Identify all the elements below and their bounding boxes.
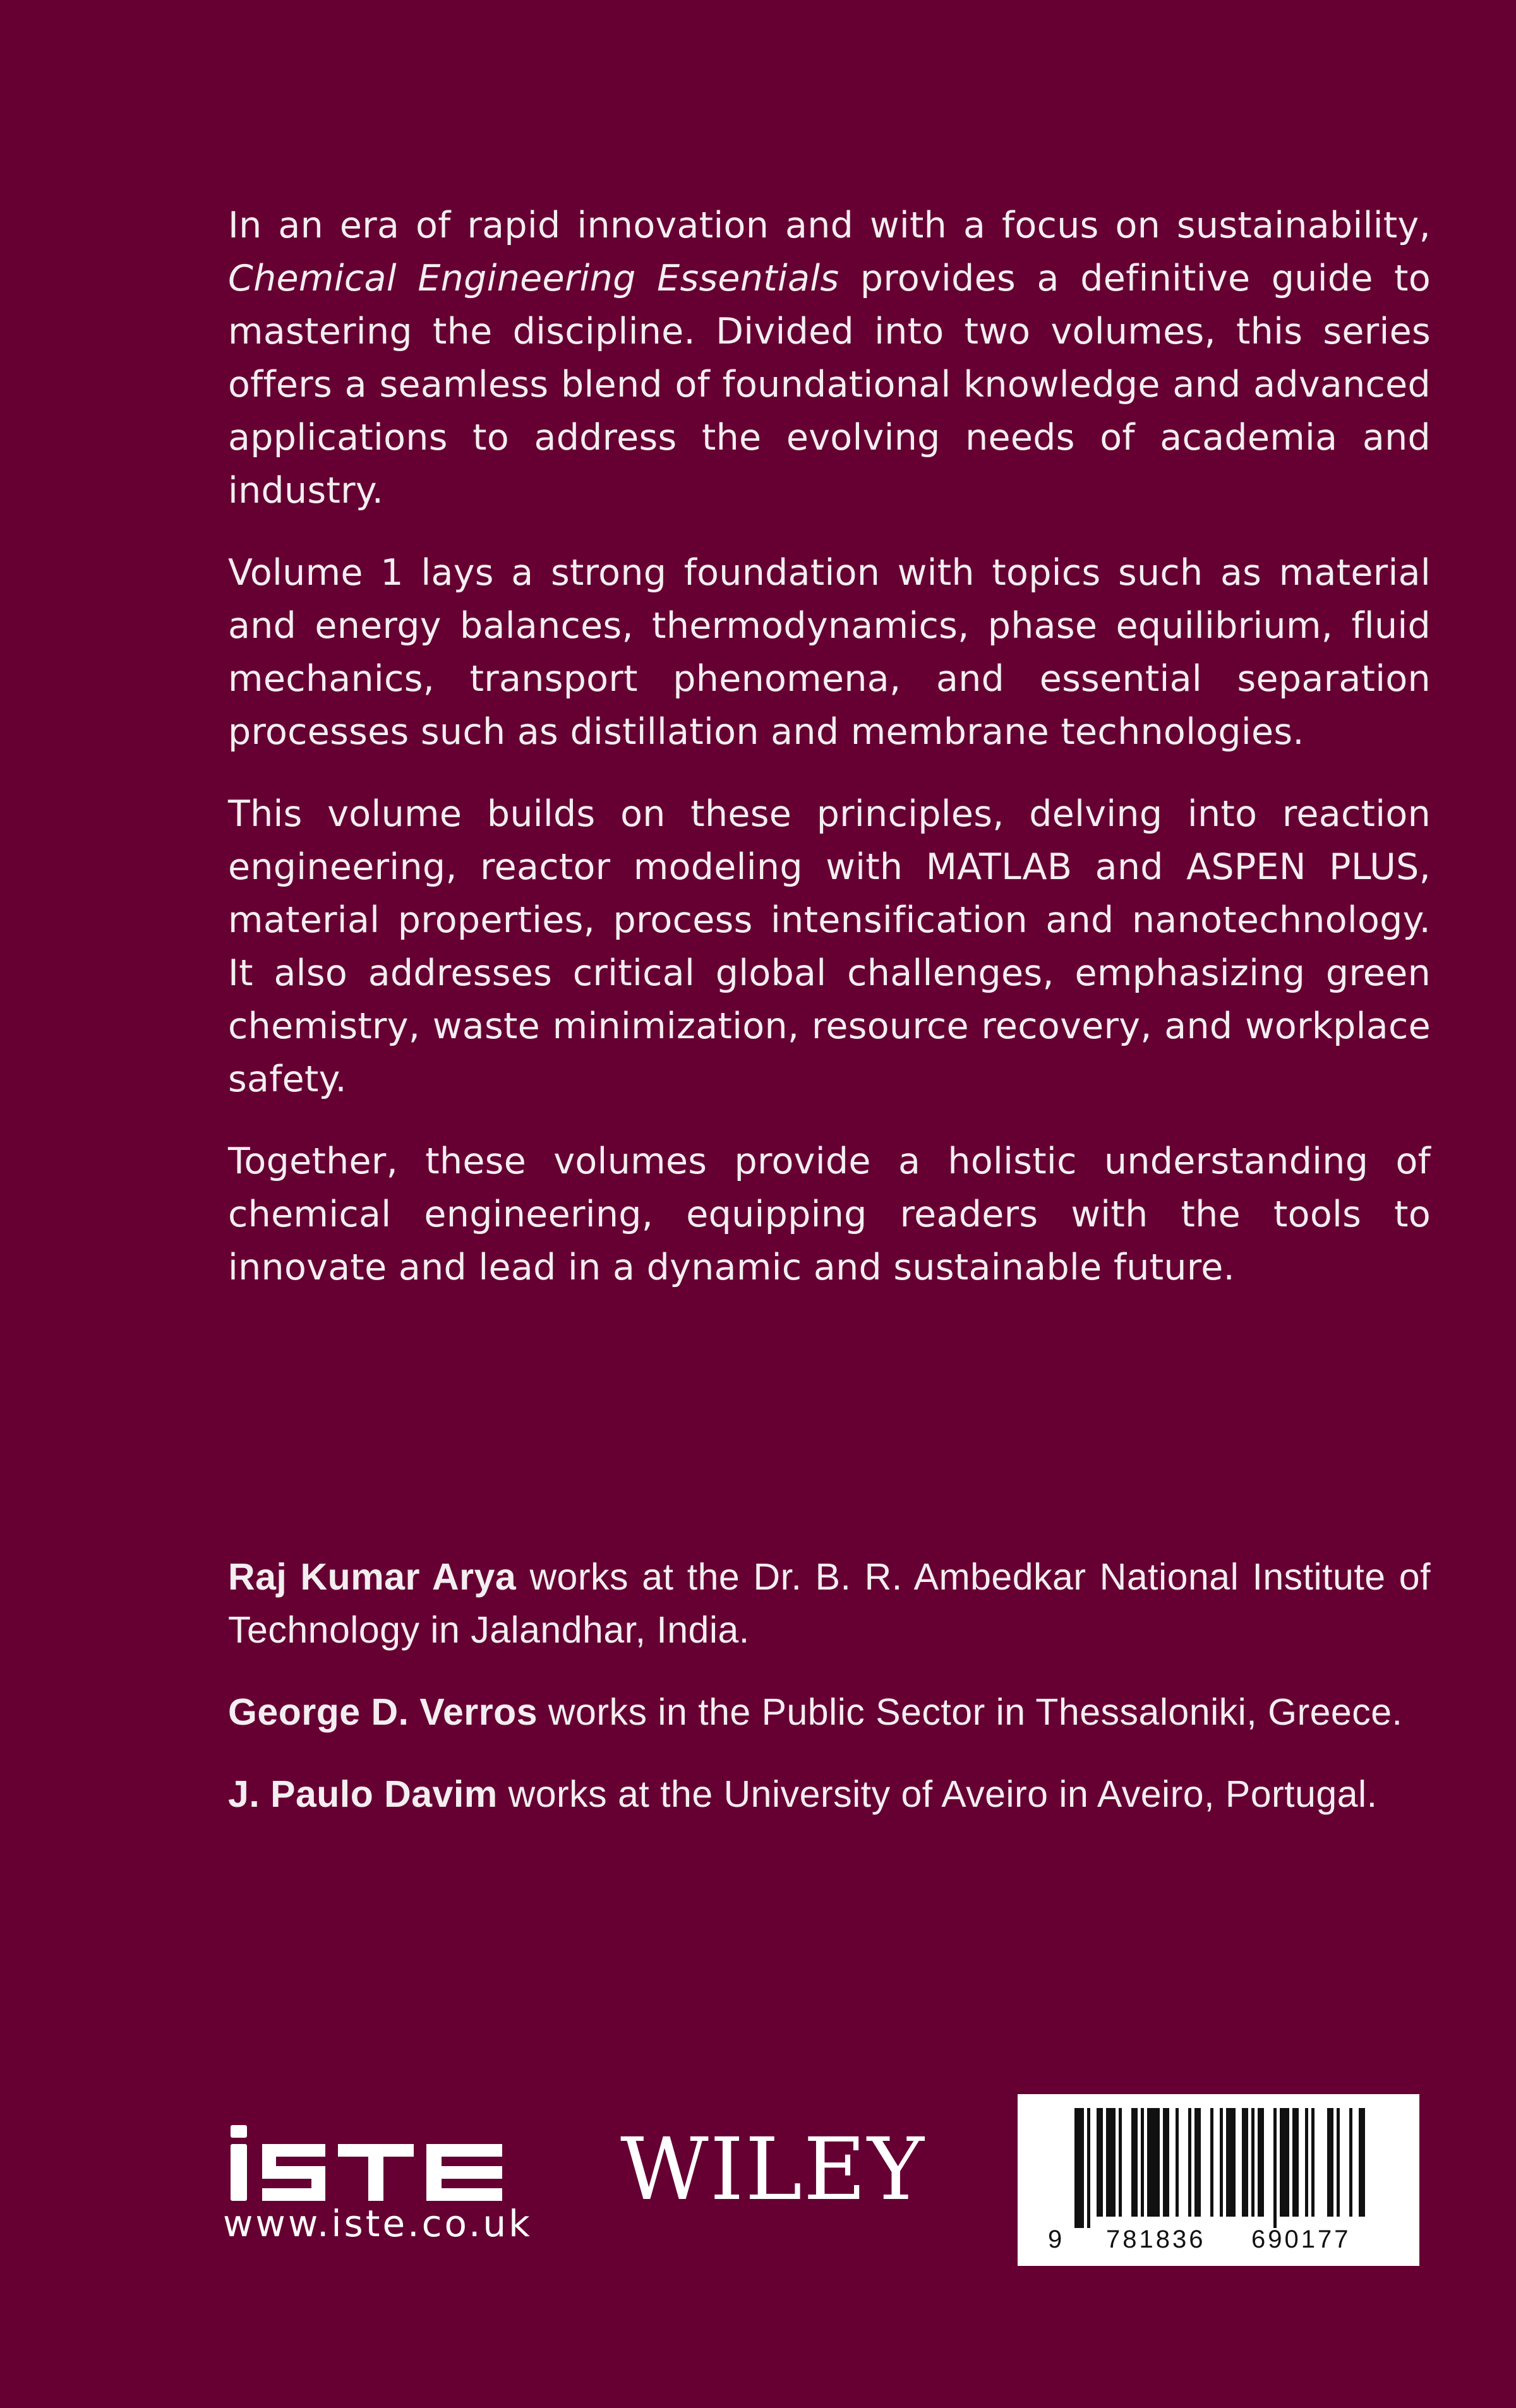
barcode-bar — [1087, 2108, 1090, 2228]
barcode-bar — [1337, 2108, 1340, 2217]
barcode-bar — [1210, 2108, 1213, 2217]
blurb — [228, 199, 1431, 1323]
book-series-title: Chemical Engineering Essentials — [228, 258, 839, 299]
barcode-bar — [1292, 2108, 1299, 2217]
barcode-bar — [1273, 2108, 1277, 2228]
barcode-bar — [1074, 2108, 1084, 2228]
blurb-paragraph-1 — [228, 199, 1431, 517]
blurb-p1-start: In an era of rapid innovation and with a focus on sustainability, — [228, 205, 1431, 246]
barcode-bar — [1242, 2108, 1248, 2217]
blurb-paragraph-3: This volume builds on these principles, delving into reaction engineering, reactor modeling with MATLAB and ASPEN PLUS, material properties, process intensification and nanotechnology. It also addresses critical global challenges, emphasizing green chemistry, waste minimization, resource recovery, and workplace safety. — [228, 793, 1431, 1100]
iste-logo — [231, 2125, 534, 2201]
author-bio-1 — [228, 1550, 1431, 1656]
author-bio-2 — [228, 1686, 1431, 1739]
barcode-bar — [1311, 2108, 1314, 2217]
barcode-bar — [1220, 2108, 1223, 2217]
author-bio-text: works at the University of Aveiro in Aveiro, Portugal. — [497, 1773, 1378, 1815]
barcode-bar — [1226, 2108, 1236, 2217]
barcode-bar — [1327, 2108, 1333, 2217]
barcode-bar — [1106, 2108, 1116, 2217]
barcode-bar — [1131, 2108, 1138, 2217]
author-bios — [228, 1550, 1431, 1850]
iste-logo-mark — [231, 2125, 534, 2201]
blurb-paragraph-4: Together, these volumes provide a holistic understanding of chemical engineering, equipping readers with the tools to innovate and lead in a dynamic and sustainable future. — [228, 1141, 1431, 1288]
author-bio-3 — [228, 1768, 1431, 1821]
barcode-bar — [1163, 2108, 1169, 2217]
author-bio-text: works at the Dr. B. R. Ambedkar National Institute of Technology in Jalandhar, India. — [228, 1556, 1431, 1651]
barcode-bar — [1188, 2108, 1191, 2217]
barcode-bars — [1018, 2094, 1419, 2266]
barcode-bar — [1251, 2108, 1254, 2217]
barcode-bar — [1119, 2108, 1122, 2217]
barcode-digits-left: 781836 — [1106, 2225, 1206, 2253]
barcode-bar — [1349, 2108, 1352, 2217]
barcode-bar — [1280, 2108, 1289, 2217]
barcode-bar — [1141, 2108, 1144, 2217]
barcode-bar — [1097, 2108, 1103, 2217]
barcode-bar — [1194, 2108, 1201, 2217]
barcode-bar — [1359, 2108, 1365, 2217]
blurb-paragraph-2: Volume 1 lays a strong foundation with topics such as material and energy balances, thermodynamics, phase equilibrium, fluid mechanics, transport phenomena, and essential separation processes such as distillation and membrane technologies. — [228, 552, 1431, 753]
blurb-p1-end: provides a definitive guide to mastering the discipline. Divided into two volumes, this series offers a seamless blend of foundational knowledge and advanced applications to address the evolving needs of academia and industry. — [228, 258, 1431, 512]
barcode-bar — [1176, 2108, 1179, 2217]
barcode-bar — [1305, 2108, 1308, 2217]
barcode-bar — [1147, 2108, 1160, 2217]
author-name: Raj Kumar Arya — [228, 1556, 517, 1598]
wiley-logo: WILEY — [620, 2120, 925, 2220]
author-name: J. Paulo Davim — [228, 1773, 498, 1815]
iste-website-url: www.iste.co.uk — [223, 2202, 532, 2245]
barcode-digit-prefix: 9 — [1048, 2225, 1065, 2253]
barcode-digits-right: 690177 — [1251, 2225, 1351, 2253]
isbn-barcode — [1018, 2094, 1419, 2266]
barcode-bar — [1258, 2108, 1264, 2217]
author-name: George D. Verros — [228, 1691, 538, 1733]
author-bio-text: works in the Public Sector in Thessaloniki, Greece. — [538, 1691, 1403, 1733]
